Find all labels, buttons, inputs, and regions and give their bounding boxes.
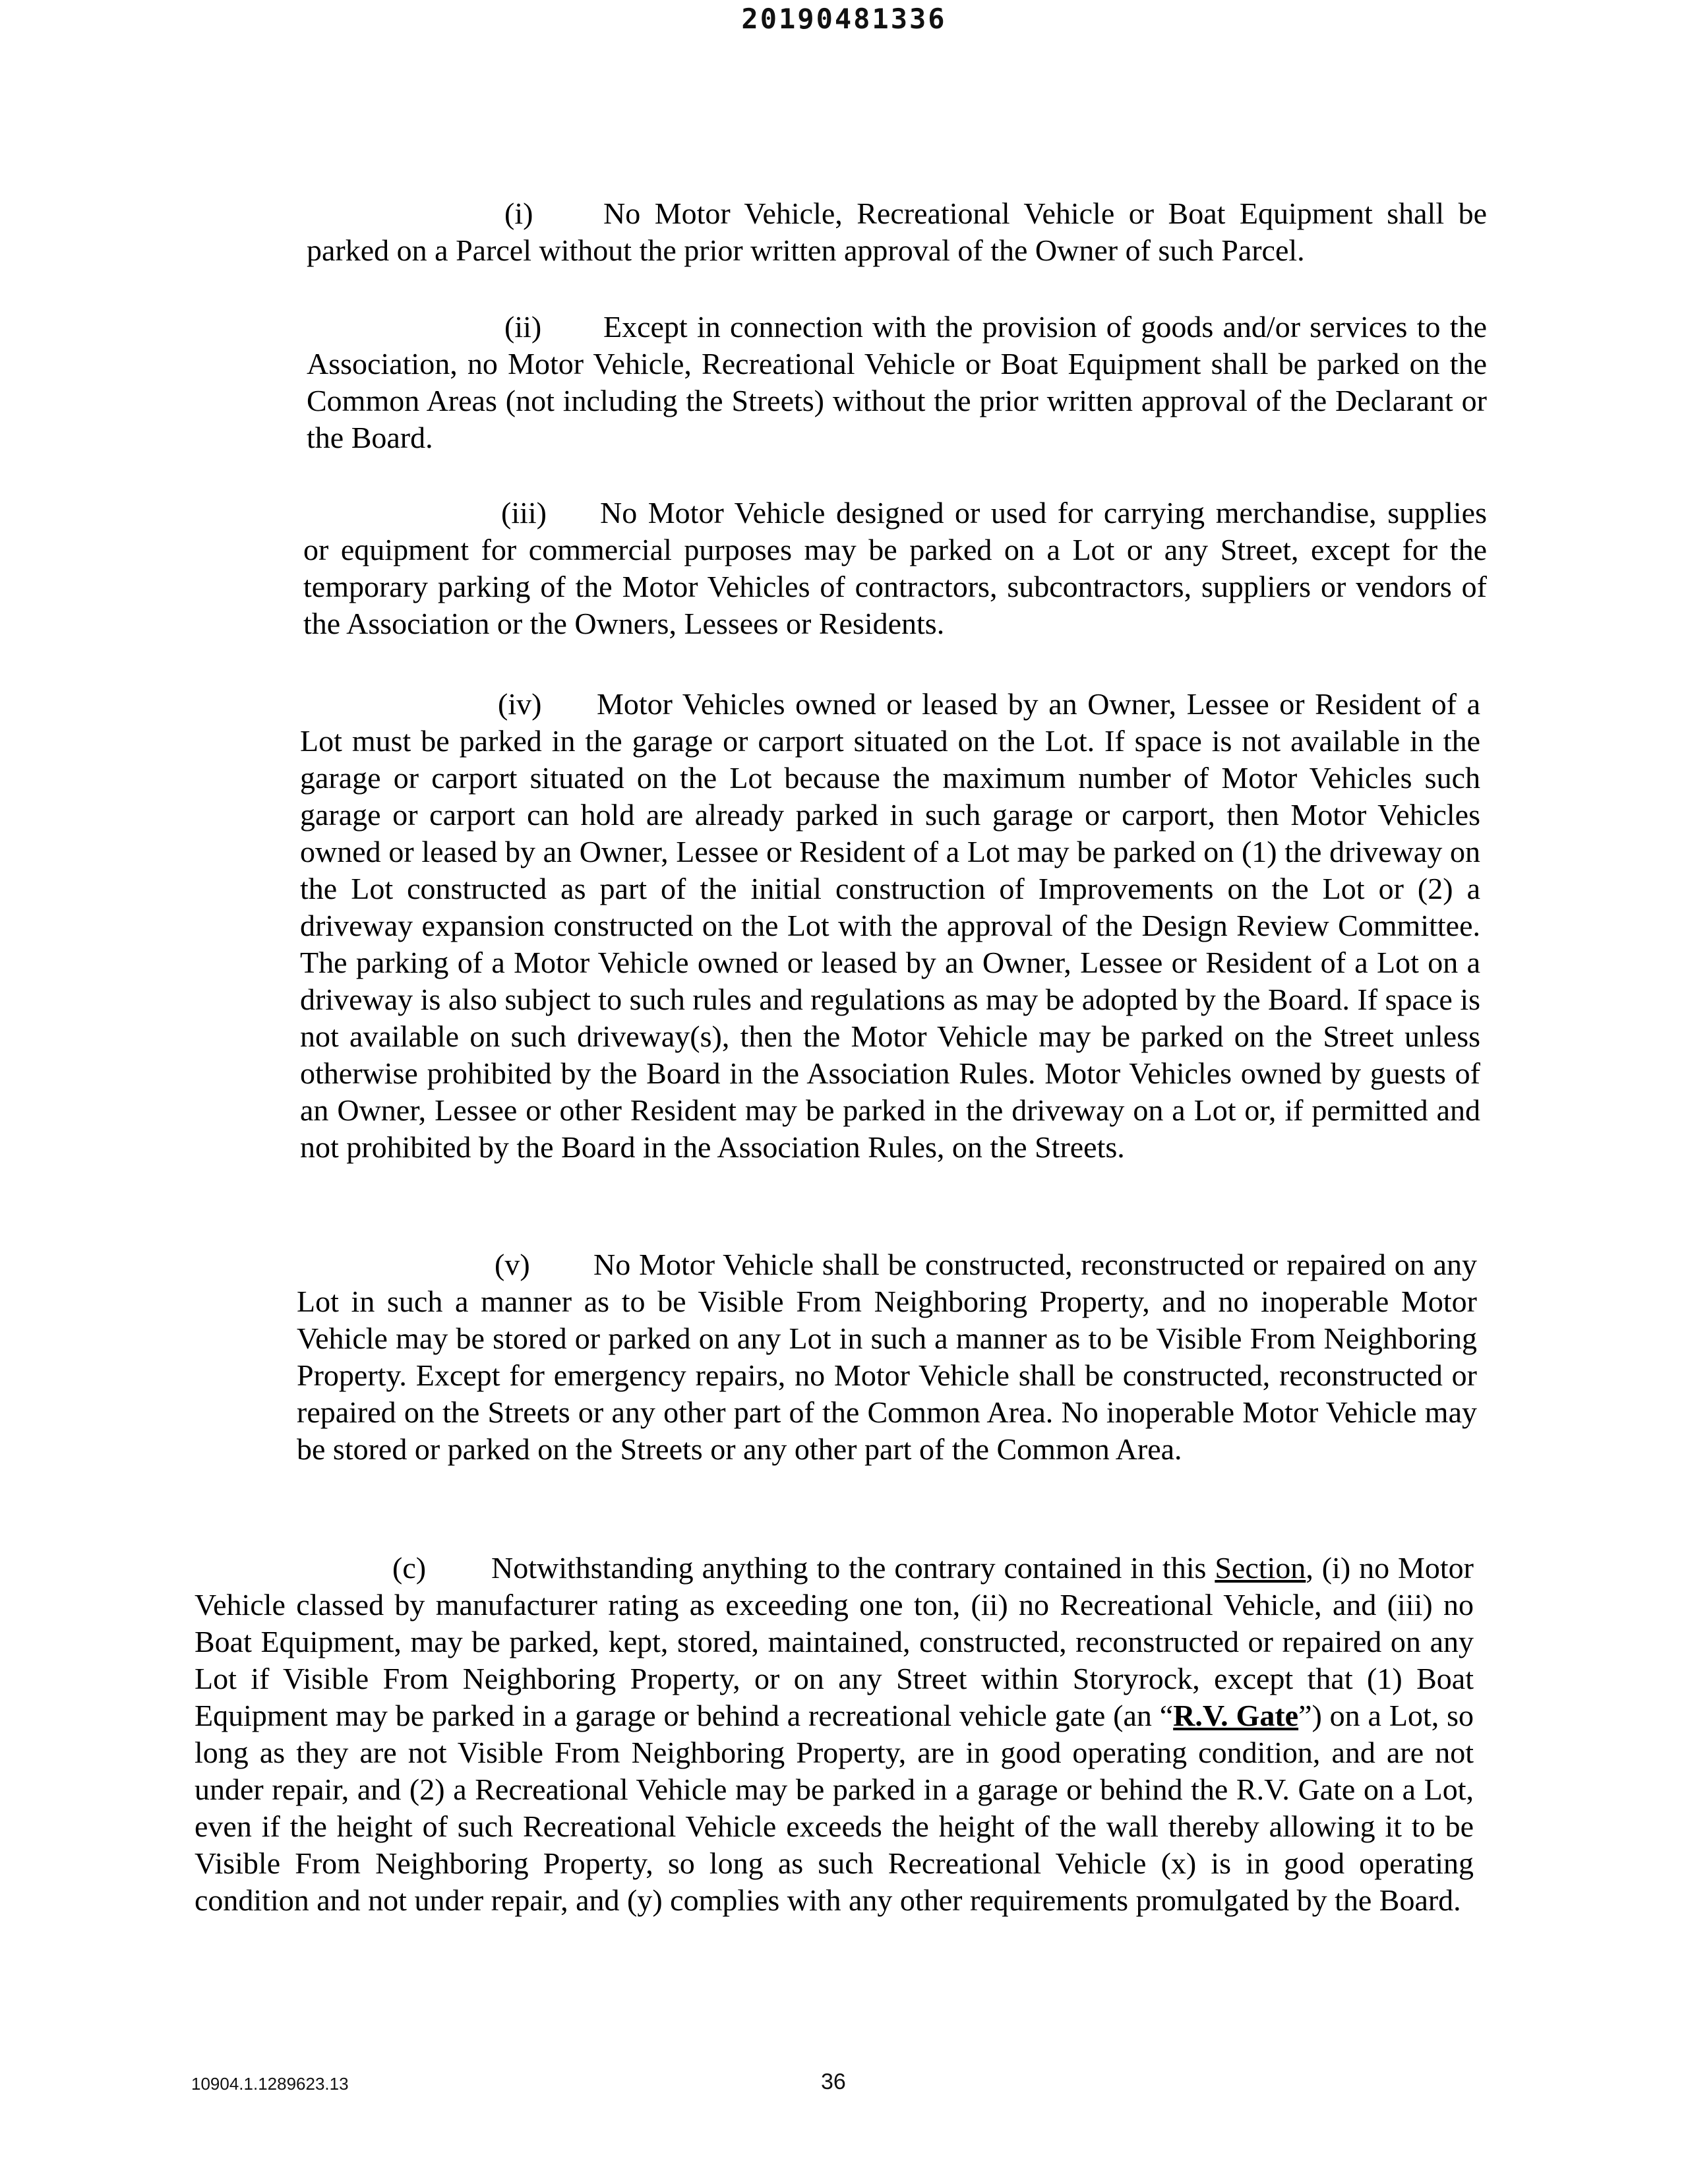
paragraph-c bbox=[195, 1550, 1474, 1919]
paragraph-iii bbox=[303, 495, 1487, 642]
defined-term: R.V. Gate bbox=[1173, 1699, 1299, 1732]
document-number: 20190481336 bbox=[741, 3, 947, 35]
paragraph-label: (iv) bbox=[498, 687, 542, 721]
paragraph-label: (i) bbox=[504, 197, 533, 230]
paragraph-text: No Motor Vehicle designed or used for carrying merchandise, supplies or equipment for commercial purposes may be parked on a Lot or any Street, except for the temporary parking of the Motor Vehicles of contractors, subcontractors, suppliers or vendors of the Association or the Owners, Lessees or Residents. bbox=[303, 496, 1487, 640]
section-reference: Section bbox=[1215, 1551, 1306, 1585]
paragraph-text: Except in connection with the provision of goods and/or services to the Association, no Motor Vehicle, Recreational Vehicle or Boat Equipment shall be parked on the Common Areas (not including the Streets) without the prior written approval of the Declarant or the Board. bbox=[307, 310, 1487, 454]
paragraph-v bbox=[297, 1246, 1477, 1468]
paragraph-text: No Motor Vehicle shall be constructed, reconstructed or repaired on any Lot in such a manner as to be Visible From Neighboring Property, and no inoperable Motor Vehicle may be stored or parked on any Lot in such a manner as to be Visible From Neighboring Property. Except for emergency repairs, no Motor Vehicle shall be constructed, reconstructed or repaired on the Streets or any other part of the Common Area. No inoperable Motor Vehicle may be stored or parked on the Streets or any other part of the Common Area. bbox=[297, 1248, 1477, 1466]
paragraph-text: , (i) no Motor Vehicle classed by manufacturer rating as exceeding one ton, (ii) no Recreational Vehicle, and (iii) no Boat Equipment, may be parked, kept, stored, maintained, constructed, reconstructed or repaired on any Lot if Visible From Neighboring Property, or on any Street within Storyrock, except that (1) Boat Equipment may be parked in a garage or behind a recreational vehicle gate (an “ bbox=[195, 1551, 1474, 1732]
paragraph-label: (v) bbox=[495, 1248, 530, 1281]
paragraph-ii bbox=[307, 309, 1487, 456]
page-number: 36 bbox=[821, 2069, 846, 2094]
paragraph-label: (ii) bbox=[504, 310, 542, 344]
paragraph-text: ”) on a Lot, so long as they are not Visible From Neighboring Property, are in good operating condition, and are not under repair, and (2) a Recreational Vehicle may be parked in a garage or behind the R.V. Gate on a Lot, even if the height of such Recreational Vehicle exceeds the height of the wall thereby allowing it to be Visible From Neighboring Property, so long as such Recreational Vehicle (x) is in good operating condition and not under repair, and (y) complies with any other requirements promulgated by the Board. bbox=[195, 1699, 1474, 1917]
paragraph-text: Motor Vehicles owned or leased by an Owner, Lessee or Resident of a Lot must be parked in the garage or carport situated on the Lot. If space is not available in the garage or carport situated on the Lot because the maximum number of Motor Vehicles such garage or carport can hold are already parked in such garage or carport, then Motor Vehicles owned or leased by an Owner, Lessee or Resident of a Lot may be parked on (1) the driveway on the Lot constructed as part of the initial construction of Improvements on the Lot or (2) a driveway expansion constructed on the Lot with the approval of the Design Review Committee. The parking of a Motor Vehicle owned or leased by an Owner, Lessee or Resident of a Lot on a driveway is also subject to such rules and regulations as may be adopted by the Board. If space is not available on such driveway(s), then the Motor Vehicle may be parked on the Street unless otherwise prohibited by the Board in the Association Rules. Motor Vehicles owned by guests of an Owner, Lessee or other Resident may be parked in the driveway on a Lot or, if permitted and not prohibited by the Board in the Association Rules, on the Streets. bbox=[300, 687, 1480, 1164]
paragraph-i bbox=[307, 195, 1487, 269]
document-reference: 10904.1.1289623.13 bbox=[191, 2074, 349, 2094]
paragraph-label: (c) bbox=[392, 1551, 427, 1585]
paragraph-label: (iii) bbox=[501, 496, 547, 530]
paragraph-text: Notwithstanding anything to the contrary contained in this bbox=[491, 1551, 1215, 1585]
paragraph-iv bbox=[300, 686, 1480, 1166]
paragraph-text: No Motor Vehicle, Recreational Vehicle or Boat Equipment shall be parked on a Parcel without the prior written approval of the Owner of such Parcel. bbox=[307, 197, 1487, 267]
